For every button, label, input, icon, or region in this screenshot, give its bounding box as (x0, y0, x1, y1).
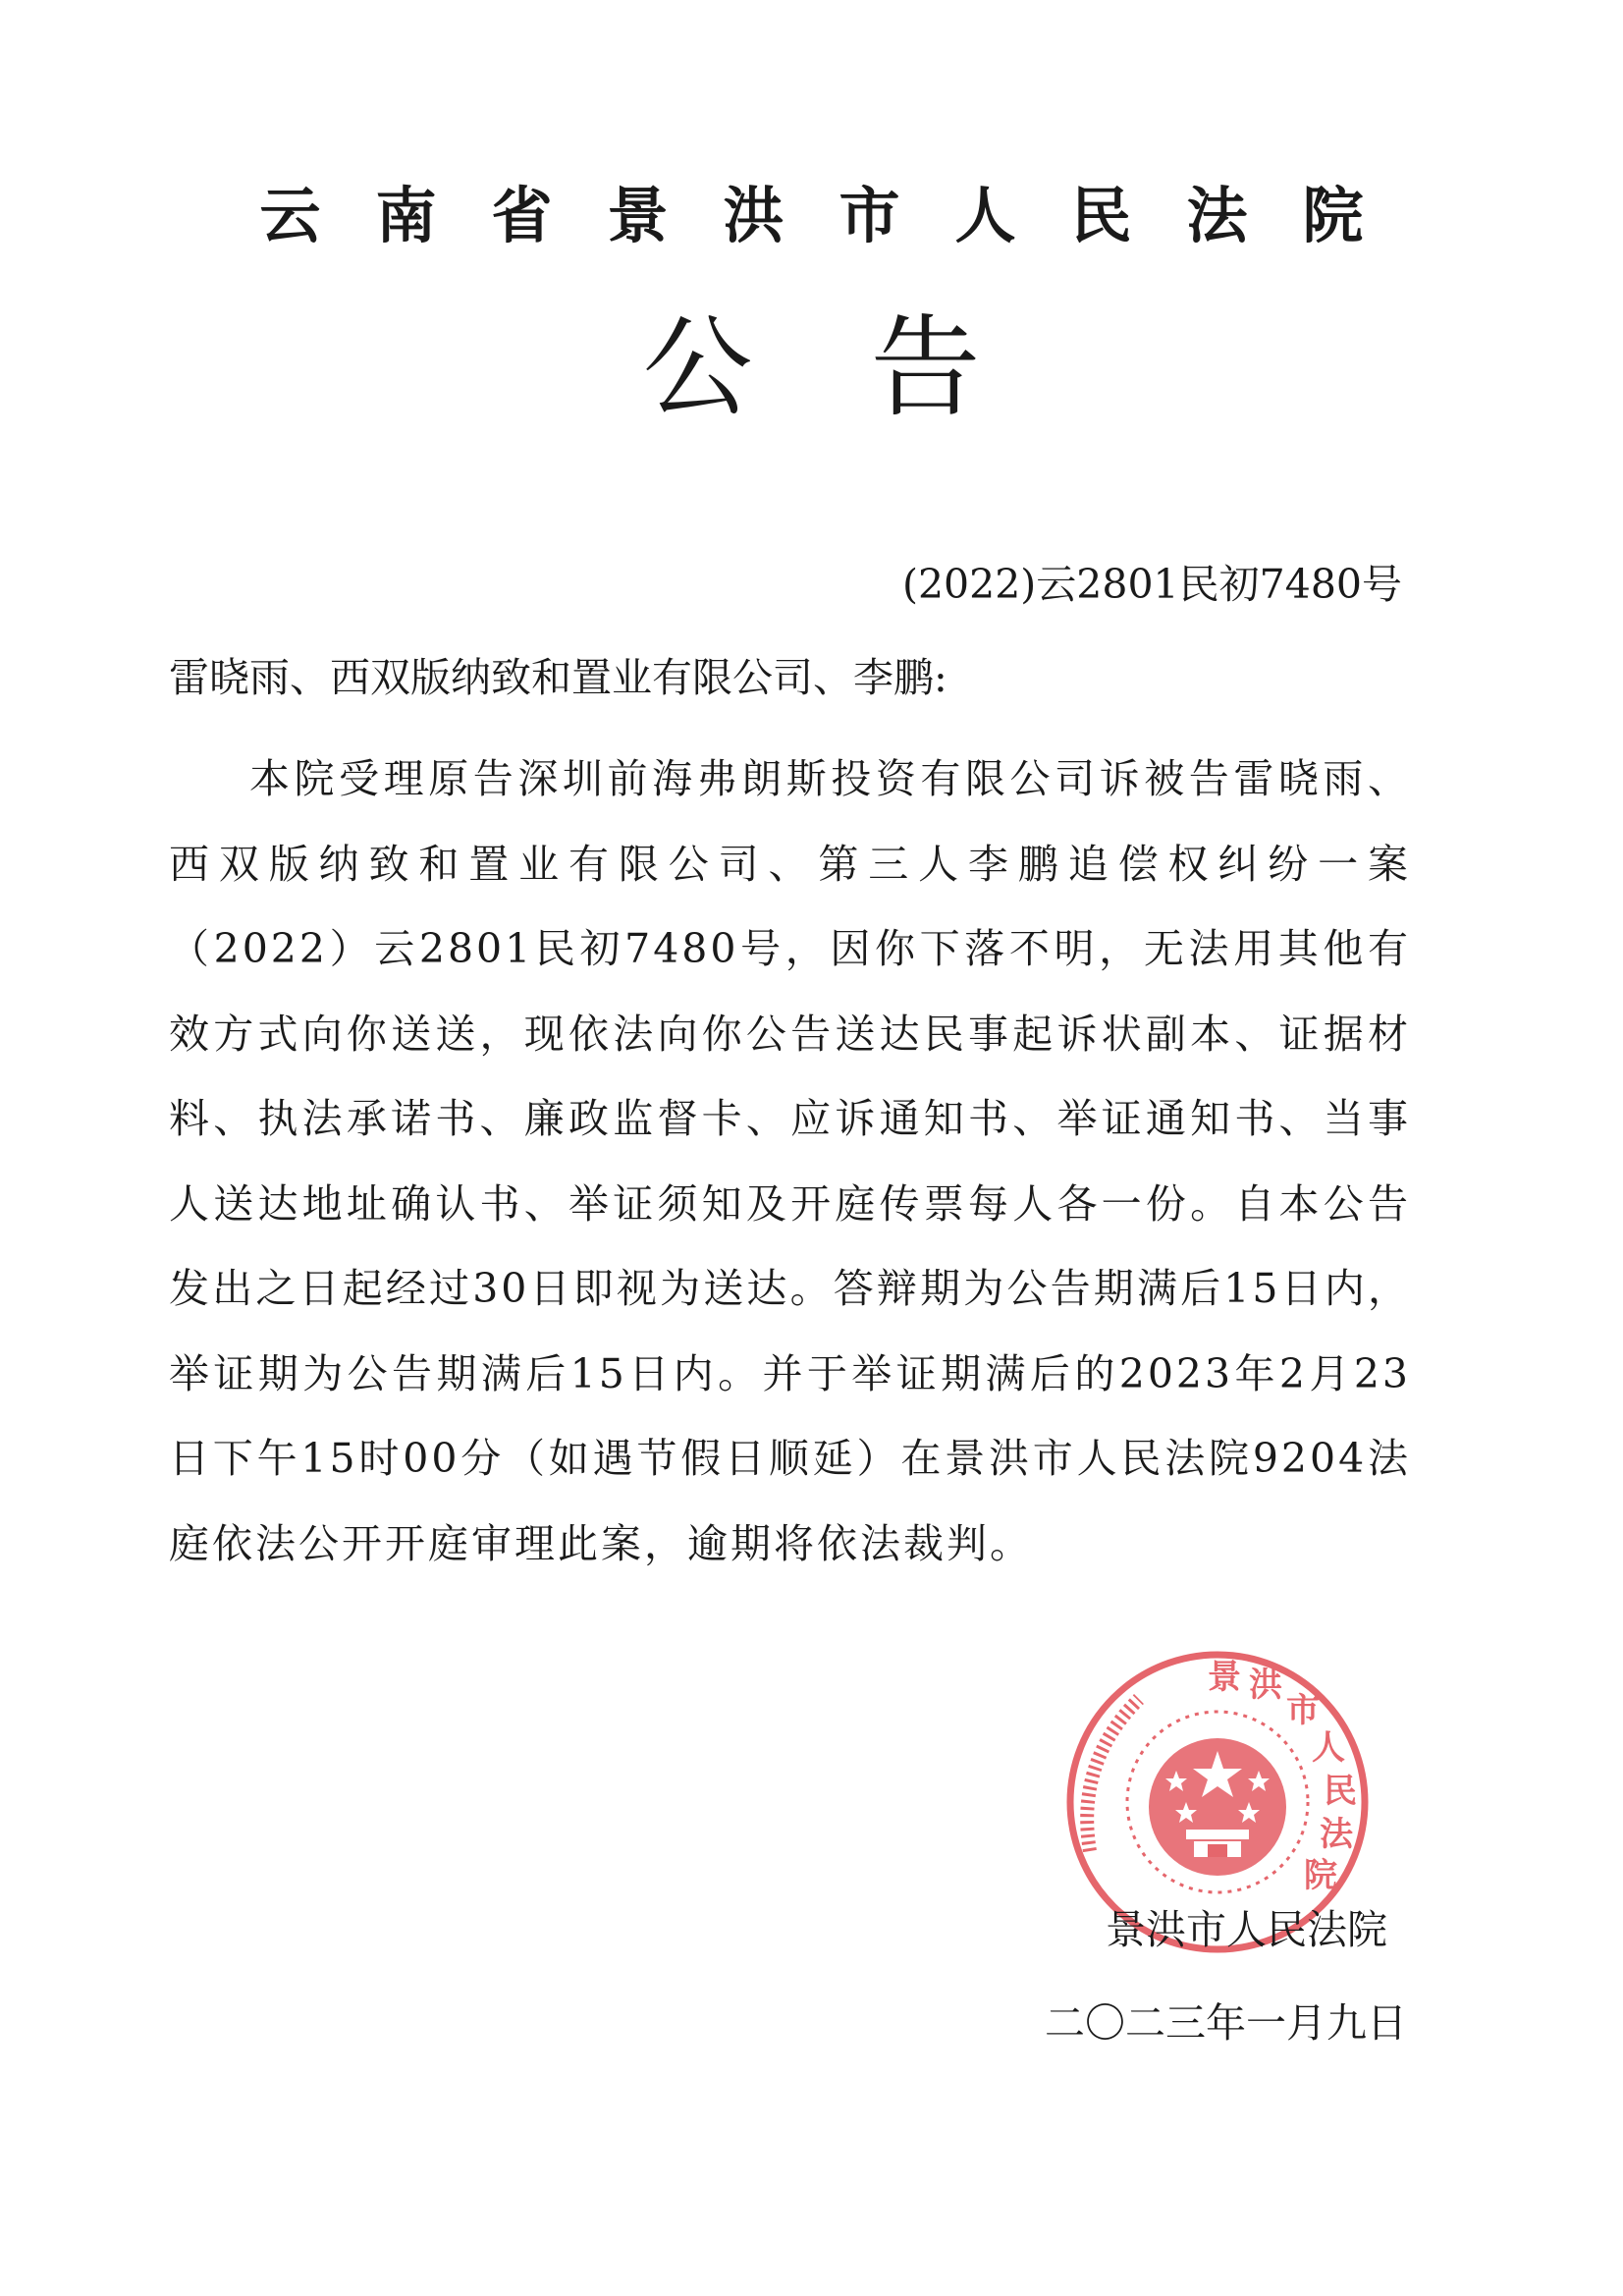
svg-text:洪: 洪 (1249, 1666, 1282, 1705)
document-title: 公告 (642, 304, 1099, 432)
notice-body: 本院受理原告深圳前海弗朗斯投资有限公司诉被告雷晓雨、西双版纳致和置业有限公司、第三人李鹏追偿权纠纷一案（2022）云2801民初7480号，因你下落不明，无法用其他有效方式向你送送，现依法向你公告送达民事起诉状副本、证据材料、执法承诺书、廉政监督卡、应诉通知书、举证通知书、当事人送达地址确认书、举证须知及开庭传票每人各一份。自本公告发出之日起经过30日即视为送达。答辩期为公告期满后15日内，举证期为公告期满后15日内。并于举证期满后的2023年2月23日下午15时00分（如遇节假日顺延）在景洪市人民法院9204法庭依法公开开庭审理此案，逾期将依法裁判。 (169, 755, 1411, 1567)
court-name: 云南省景洪市人民法院 (259, 180, 1419, 251)
national-emblem-icon (1149, 1738, 1286, 1876)
addressee: 雷晓雨、西双版纳致和置业有限公司、李鹏: (169, 654, 947, 701)
svg-text:市: 市 (1286, 1691, 1320, 1730)
svg-text:人: 人 (1312, 1728, 1345, 1768)
signature-date: 二〇二三年一月九日 (1045, 1999, 1407, 2047)
svg-text:民: 民 (1324, 1772, 1357, 1811)
svg-text:法: 法 (1320, 1815, 1353, 1854)
svg-text:景: 景 (1208, 1658, 1241, 1697)
signature-organization: 景洪市人民法院 (1106, 1906, 1387, 1953)
svg-text:院: 院 (1304, 1856, 1337, 1895)
case-number: (2022)云2801民初7480号 (901, 561, 1402, 608)
